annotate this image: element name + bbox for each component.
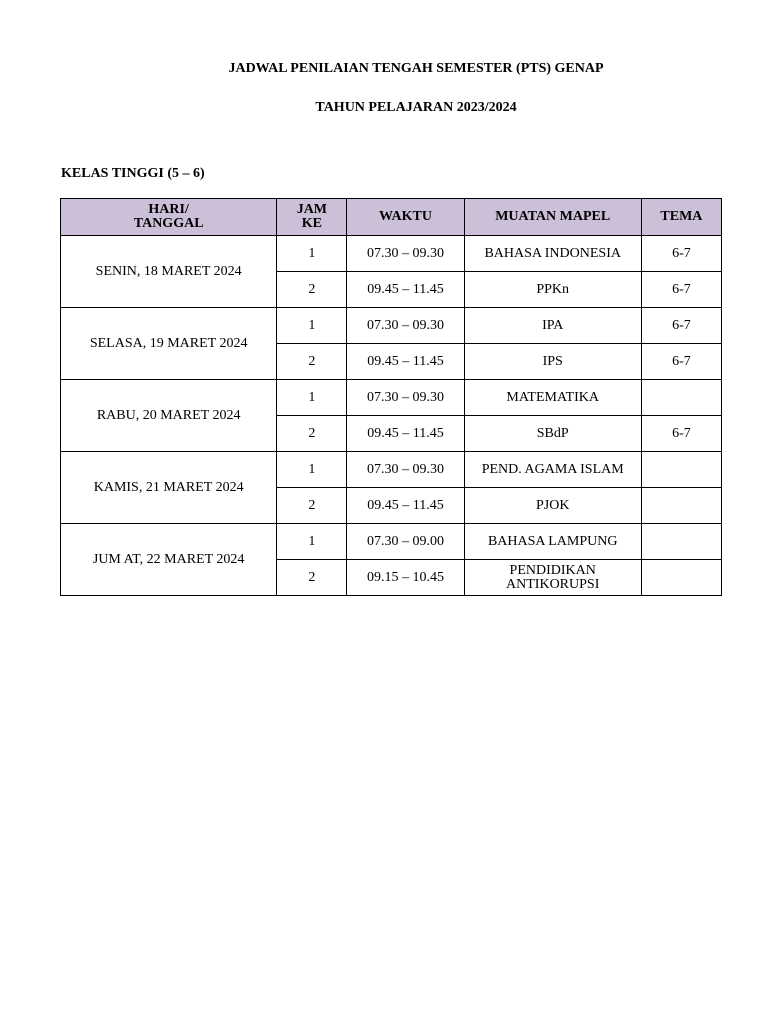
day-cell: JUM AT, 22 MARET 2024	[61, 524, 277, 596]
mapel-line2: ANTIKORUPSI	[506, 576, 600, 592]
jam-cell: 1	[277, 524, 347, 560]
mapel-cell	[464, 452, 641, 488]
header-jam-line2: KE	[301, 216, 322, 231]
table-row	[61, 380, 722, 416]
mapel-line1: PENDIDIKAN	[509, 562, 596, 578]
tema-cell: 6-7	[641, 272, 721, 308]
jam-cell: 2	[277, 272, 347, 308]
mapel-line1: BAHASA INDONESIA	[484, 245, 621, 261]
mapel-cell	[464, 560, 641, 596]
tema-cell: 6-7	[641, 416, 721, 452]
mapel-cell	[464, 416, 641, 452]
schedule-table	[60, 198, 722, 596]
table-row	[61, 308, 722, 344]
waktu-cell: 09.45 – 11.45	[347, 416, 464, 452]
tema-cell	[641, 488, 721, 524]
jam-cell: 1	[277, 308, 347, 344]
mapel-cell	[464, 272, 641, 308]
table-header	[61, 199, 722, 236]
waktu-cell: 07.30 – 09.30	[347, 236, 464, 272]
waktu-cell: 09.45 – 11.45	[347, 488, 464, 524]
jam-cell: 2	[277, 344, 347, 380]
mapel-cell	[464, 308, 641, 344]
tema-cell: 6-7	[641, 344, 721, 380]
document-title: JADWAL PENILAIAN TENGAH SEMESTER (PTS) GENAP	[228, 61, 604, 76]
day-cell: SENIN, 18 MARET 2024	[61, 236, 277, 308]
jam-cell: 2	[277, 488, 347, 524]
waktu-cell: 07.30 – 09.30	[347, 380, 464, 416]
mapel-cell	[464, 524, 641, 560]
class-heading: KELAS TINGGI (5 – 6)	[61, 166, 205, 181]
day-cell: RABU, 20 MARET 2024	[61, 380, 277, 452]
table-row	[61, 452, 722, 488]
tema-cell	[641, 380, 721, 416]
jam-cell: 2	[277, 416, 347, 452]
document-subtitle: TAHUN PELAJARAN 2023/2024	[315, 100, 517, 115]
mapel-line1: SBdP	[536, 425, 569, 441]
waktu-cell: 09.45 – 11.45	[347, 344, 464, 380]
day-cell: KAMIS, 21 MARET 2024	[61, 452, 277, 524]
header-jam-line1: JAM	[296, 202, 328, 217]
mapel-cell	[464, 236, 641, 272]
table-row	[61, 524, 722, 560]
mapel-line1: IPA	[542, 317, 564, 333]
header-day	[61, 199, 277, 236]
header-jam	[277, 199, 347, 236]
waktu-cell: 09.15 – 10.45	[347, 560, 464, 596]
header-day-line2: TANGGAL	[133, 216, 204, 231]
waktu-cell: 07.30 – 09.30	[347, 308, 464, 344]
day-cell: SELASA, 19 MARET 2024	[61, 308, 277, 380]
mapel-line1: PJOK	[535, 497, 570, 513]
mapel-line1: IPS	[542, 353, 563, 369]
header-tema: TEMA	[641, 199, 721, 236]
header-day-line1: HARI/	[148, 202, 189, 217]
jam-cell: 1	[277, 380, 347, 416]
jam-cell: 1	[277, 452, 347, 488]
mapel-cell	[464, 344, 641, 380]
jam-cell: 1	[277, 236, 347, 272]
mapel-line1: PPKn	[536, 281, 570, 297]
mapel-line1: BAHASA LAMPUNG	[487, 533, 618, 549]
tema-cell	[641, 524, 721, 560]
tema-cell	[641, 560, 721, 596]
waktu-cell: 09.45 – 11.45	[347, 272, 464, 308]
waktu-cell: 07.30 – 09.00	[347, 524, 464, 560]
mapel-line1: MATEMATIKA	[506, 389, 599, 405]
mapel-line1: PEND. AGAMA ISLAM	[481, 461, 624, 477]
waktu-cell: 07.30 – 09.30	[347, 452, 464, 488]
tema-cell: 6-7	[641, 308, 721, 344]
table-body	[61, 236, 722, 596]
mapel-cell	[464, 488, 641, 524]
tema-cell: 6-7	[641, 236, 721, 272]
tema-cell	[641, 452, 721, 488]
header-waktu: WAKTU	[347, 199, 464, 236]
header-row	[61, 199, 722, 236]
jam-cell: 2	[277, 560, 347, 596]
table-row	[61, 236, 722, 272]
mapel-cell	[464, 380, 641, 416]
header-mapel: MUATAN MAPEL	[464, 199, 641, 236]
